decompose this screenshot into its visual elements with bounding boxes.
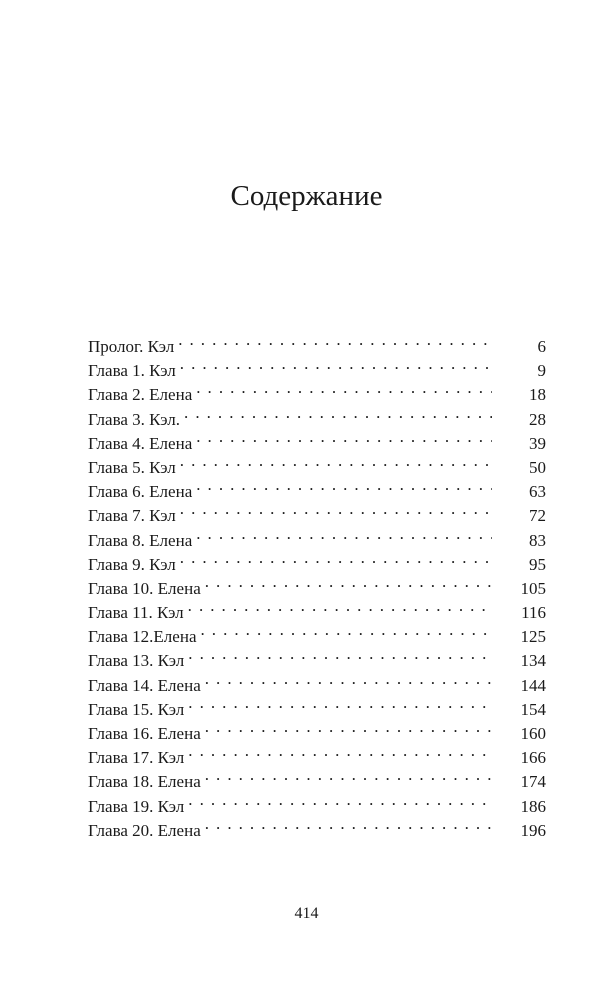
- dot-leader: [188, 594, 492, 618]
- toc-entry-page: 83: [492, 529, 546, 553]
- dot-leader: [180, 497, 492, 521]
- dot-leader: [188, 642, 492, 666]
- toc-entry-label: Глава 4. Елена: [88, 433, 193, 453]
- toc-entry-page: 95: [492, 553, 546, 577]
- toc-entry-label: Глава 18. Елена: [88, 772, 201, 792]
- toc-entry-label: Глава 20. Елена: [88, 820, 201, 840]
- toc-entry-label: Глава 9. Кэл: [88, 554, 176, 574]
- toc-entry-page: 174: [492, 770, 546, 794]
- toc-entry-page: 9: [492, 359, 546, 383]
- dot-leader: [188, 691, 492, 715]
- toc-entry-label: Глава 5. Кэл: [88, 457, 176, 477]
- toc-entry-page: 50: [492, 456, 546, 480]
- toc-entry-label: Глава 8. Елена: [88, 530, 193, 550]
- dot-leader: [188, 788, 492, 812]
- dot-leader: [196, 425, 492, 449]
- dot-leader: [180, 546, 492, 570]
- dot-leader: [205, 812, 492, 836]
- toc-entry-page: 63: [492, 480, 546, 504]
- dot-leader: [196, 473, 492, 497]
- toc-entry-page: 144: [492, 674, 546, 698]
- toc-entry-label: Глава 15. Кэл: [88, 699, 185, 719]
- toc-entry-label: Глава 17. Кэл: [88, 748, 185, 768]
- toc-entry-page: 160: [492, 722, 546, 746]
- toc-entry-page: 72: [492, 504, 546, 528]
- toc-entry-page: 105: [492, 577, 546, 601]
- toc-entry-label: Глава 16. Елена: [88, 724, 201, 743]
- toc-entry[interactable]: [88, 328, 546, 356]
- toc-entry-label: Глава 11. Кэл: [88, 603, 184, 623]
- toc-entry-page: 28: [492, 408, 546, 432]
- dot-leader: [205, 763, 492, 787]
- dot-leader: [196, 522, 492, 546]
- dot-leader: [188, 739, 492, 763]
- toc-entry-label: Глава 6. Елена: [88, 482, 193, 502]
- dot-leader: [205, 667, 492, 691]
- page-title: Содержание: [230, 180, 383, 212]
- toc-entry-label: Пролог. Кэл: [88, 337, 175, 356]
- toc-entry-page: 166: [492, 746, 546, 770]
- dot-leader: [178, 328, 492, 352]
- dot-leader: [180, 352, 492, 376]
- toc-entry-page: 125: [492, 625, 546, 649]
- table-of-contents: [88, 328, 546, 840]
- toc-entry-label: Глава 19. Кэл: [88, 796, 185, 816]
- dot-leader: [184, 401, 492, 425]
- dot-leader: [180, 449, 492, 473]
- toc-entry-page: 186: [492, 795, 546, 819]
- dot-leader: [196, 376, 492, 400]
- page-number: 414: [294, 905, 319, 922]
- dot-leader: [205, 570, 492, 594]
- toc-entry-label: Глава 3. Кэл.: [88, 409, 181, 429]
- toc-entry-label: Глава 14. Елена: [88, 675, 201, 695]
- toc-entry-page: 134: [492, 649, 546, 673]
- dot-leader: [205, 715, 492, 739]
- toc-entry-page: 116: [492, 601, 546, 625]
- toc-entry-label: Глава 1. Кэл: [88, 361, 176, 381]
- toc-entry-page: 6: [492, 335, 546, 359]
- toc-entry-label: Глава 7. Кэл: [88, 506, 176, 526]
- toc-entry-page: 39: [492, 432, 546, 456]
- toc-entry-label: Глава 13. Кэл: [88, 651, 185, 671]
- toc-entry-label: Глава 12.Елена: [88, 627, 197, 647]
- toc-entry-label: Глава 10. Елена: [88, 578, 201, 598]
- toc-entry-page: 18: [492, 383, 546, 407]
- toc-entry-page: 196: [492, 819, 546, 843]
- toc-entry-label: Глава 2. Елена: [88, 385, 193, 405]
- toc-entry-page: 154: [492, 698, 546, 722]
- dot-leader: [200, 618, 492, 642]
